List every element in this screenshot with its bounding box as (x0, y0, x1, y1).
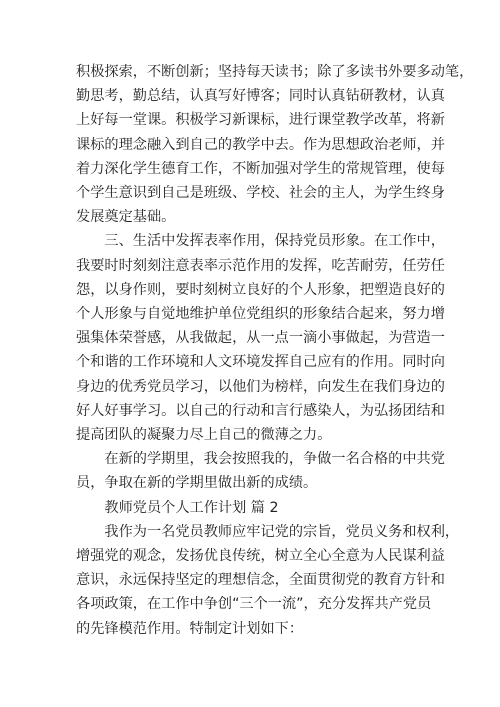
text-line: 我要时时刻刻注意表率示范作用的发挥，吃苦耐劳，任劳任 (76, 257, 445, 274)
text-line: 增强党的观念，发扬优良传统，树立全心全意为人民谋利益 (76, 548, 445, 565)
text-line: 提高团队的凝聚力尽上自己的微薄之力。 (76, 427, 332, 444)
text-line: 个人形象与自觉地维护单位党组织的形象结合起来，努力增 (76, 306, 445, 323)
text-line: 好人好事学习。以自己的行动和言行感染人，为弘扬团结和 (76, 402, 445, 419)
text-line: 在新的学期里，我会按照我的，争做一名合格的中共党 (76, 451, 445, 468)
text-line: 的先锋模范作用。特制定计划如下： (76, 620, 304, 637)
text-line: 勤思考，勤总结，认真写好博客；同时认真钻研教材，认真 (76, 88, 445, 105)
text-line: 个学生意识到自己是班级、学校、社会的主人，为学生终身 (76, 185, 445, 202)
section-heading: 教师党员个人工作计划 篇 2 (76, 499, 279, 516)
text-line: 我作为一名党员教师应牢记党的宗旨，党员义务和权利， (76, 523, 460, 540)
text-line: 各项政策，在工作中争创“三个一流”，充分发挥共产党员 (76, 596, 432, 613)
text-line: 课标的理念融入到自己的教学中去。作为思想政治老师，并 (76, 136, 445, 153)
text-line: 怨，以身作则，要时刻树立良好的个人形象，把塑造良好的 (76, 281, 445, 298)
text-line: 意识，永远保持坚定的理想信念，全面贯彻党的教育方针和 (76, 572, 445, 589)
text-line: 个和谐的工作环境和人文环境发挥自己应有的作用。同时向 (76, 354, 445, 371)
text-line: 强集体荣誉感，从我做起，从一点一滴小事做起，为营造一 (76, 330, 445, 347)
text-line: 员，争取在新的学期里做出新的成绩。 (76, 475, 318, 492)
text-line: 上好每一堂课。积极学习新课标，进行课堂教学改革，将新 (76, 112, 445, 129)
text-line: 发展奠定基础。 (76, 209, 176, 226)
document-body (76, 60, 474, 641)
text-line: 三、生活中发挥表率作用，保持党员形象。在工作中， (76, 233, 445, 250)
text-line: 积极探索，不断创新；坚持每天读书；除了多读书外要多动笔， (76, 64, 474, 80)
text-line: 着力深化学生德育工作，不断加强对学生的常规管理，使每 (76, 160, 445, 177)
text-line: 身边的优秀党员学习，以他们为榜样，向发生在我们身边的 (76, 378, 445, 395)
